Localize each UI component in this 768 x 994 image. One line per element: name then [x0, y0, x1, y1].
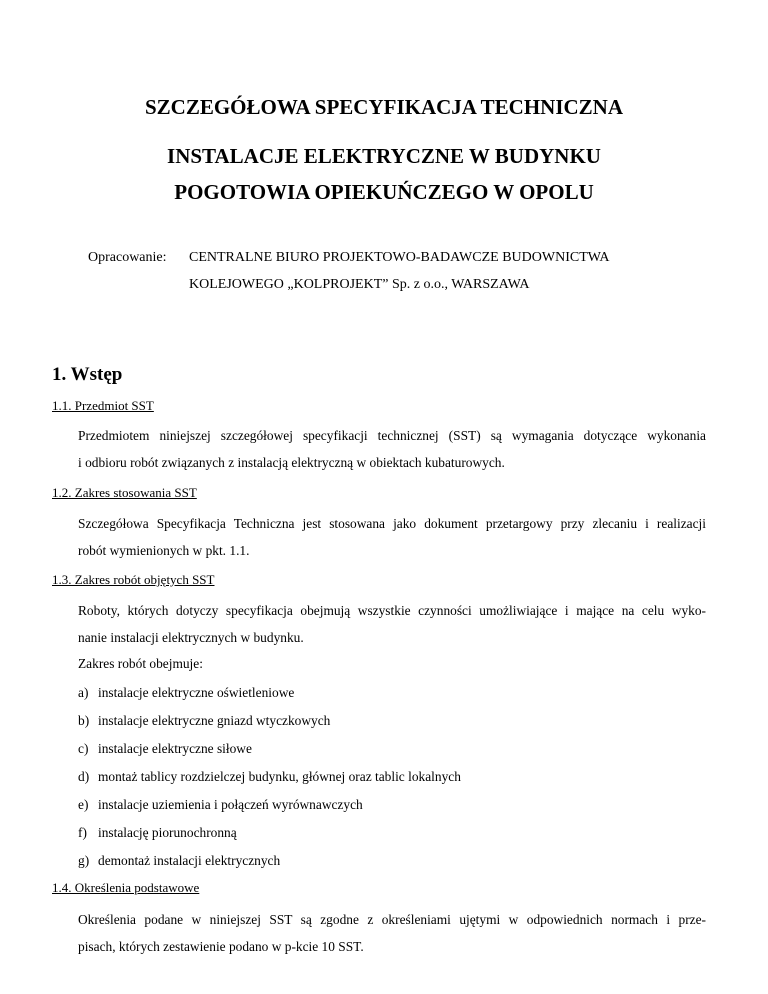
subsection-1-3-heading: 1.3. Zakres robót objętych SST [52, 572, 215, 587]
subsection-1-4-text-line-1: Określenia podane w niniejszej SST są zgodne z określeniami ujętymi w odpowiednich normach i prze- [78, 912, 706, 927]
list-item-marker: d) [78, 769, 90, 784]
document-title-line-2: INSTALACJE ELEKTRYCZNE W BUDYNKU [167, 144, 601, 168]
list-item-marker: c) [78, 741, 89, 756]
section-1-heading: 1. Wstęp [52, 364, 123, 385]
subsection-1-3-text-line-2: nanie instalacji elektrycznych w budynku. [78, 630, 304, 645]
list-item [78, 685, 294, 701]
list-item-marker: b) [78, 713, 90, 728]
list-item [78, 825, 237, 841]
subsection-1-3-text-line-1: Roboty, których dotyczy specyfikacja obejmują wszystkie czynności umożliwiające i mające na celu wyko- [78, 603, 706, 618]
subsection-1-2-text-line-2: robót wymienionych w pkt. 1.1. [78, 543, 250, 558]
prepared-by-line-1: CENTRALNE BIURO PROJEKTOWO-BADAWCZE BUDOWNICTWA [189, 250, 610, 265]
list-item-marker: e) [78, 797, 89, 812]
list-item-text: instalacje elektryczne siłowe [98, 741, 252, 756]
list-item-marker: g) [78, 853, 90, 868]
list-item-text: montaż tablicy rozdzielczej budynku, głównej oraz tablic lokalnych [98, 769, 461, 784]
list-item [78, 769, 461, 785]
document-title-line-1: SZCZEGÓŁOWA SPECYFIKACJA TECHNICZNA [144, 95, 624, 119]
list-item [78, 713, 330, 729]
subsection-1-4-text-line-2: pisach, których zestawienie podano w p-kcie 10 SST. [78, 939, 364, 954]
list-item [78, 853, 280, 869]
list-item-marker: f) [78, 825, 87, 840]
list-item-text: instalacje elektryczne oświetleniowe [98, 685, 295, 700]
list-item-text: instalacje elektryczne gniazd wtyczkowych [98, 713, 331, 728]
subsection-1-1-text-line-1: Przedmiotem niniejszej szczegółowej specyfikacji technicznej (SST) są wymagania dotyczące wykonania [78, 428, 706, 443]
list-item-text: instalację piorunochronną [98, 825, 237, 840]
subsection-1-1-heading: 1.1. Przedmiot SST [52, 398, 154, 413]
subsection-1-4-heading: 1.4. Określenia podstawowe [52, 880, 200, 895]
prepared-by-label: Opracowanie: [88, 250, 167, 265]
scope-intro: Zakres robót obejmuje: [78, 656, 203, 671]
list-item-marker: a) [78, 685, 89, 700]
list-item [78, 741, 252, 757]
document-title-line-3: POGOTOWIA OPIEKUŃCZEGO W OPOLU [174, 180, 594, 204]
list-item-text: demontaż instalacji elektrycznych [98, 853, 281, 868]
subsection-1-2-heading: 1.2. Zakres stosowania SST [52, 485, 197, 500]
list-item [78, 797, 363, 813]
subsection-1-1-text-line-2: i odbioru robót związanych z instalacją elektryczną w obiektach kubaturowych. [78, 455, 505, 470]
subsection-1-2-text-line-1: Szczegółowa Specyfikacja Techniczna jest stosowana jako dokument przetargowy przy zlecaniu i realizacji [78, 516, 706, 531]
prepared-by-line-2: KOLEJOWEGO „KOLPROJEKT” Sp. z o.o., WARSZAWA [189, 277, 530, 292]
list-item-text: instalacje uziemienia i połączeń wyrównawczych [98, 797, 363, 812]
